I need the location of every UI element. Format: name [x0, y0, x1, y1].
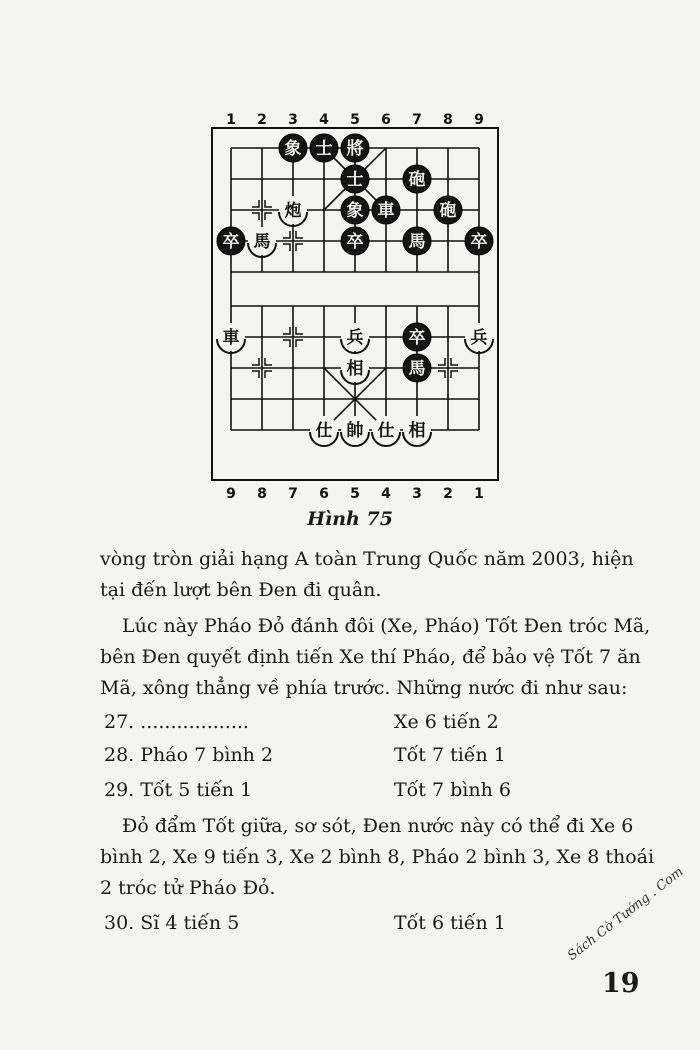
- piece-label: 砲: [439, 201, 457, 221]
- piece-label: 馬: [253, 232, 271, 252]
- file-number-bottom: 6: [319, 486, 329, 502]
- move-black: Tốt 6 tiến 1: [394, 912, 506, 934]
- file-number-top: 7: [412, 112, 422, 128]
- p3-line1: Đỏ đẩm Tốt giữa, sơ sót, Đen nước này có thể đi Xe 6: [122, 815, 634, 837]
- move-red: 30. Sĩ 4 tiến 5: [104, 912, 240, 934]
- paragraph-2: [100, 611, 660, 704]
- red-piece: [403, 416, 431, 446]
- file-number-bottom: 3: [412, 486, 422, 502]
- file-number-top: 2: [257, 112, 267, 128]
- p2-line3: Mã, xông thẳng về phía trước. Những nước đi như sau:: [100, 677, 628, 699]
- piece-label: 仕: [315, 421, 333, 441]
- piece-label: 卒: [222, 232, 240, 252]
- piece-label: 兵: [470, 328, 488, 348]
- black-piece: [341, 165, 369, 193]
- black-piece: [465, 227, 493, 255]
- piece-label: 象: [346, 201, 364, 221]
- top-file-numbers: [226, 112, 484, 128]
- corner-watermark: Sách Cờ Tướng . Com: [565, 864, 687, 964]
- black-piece: [372, 196, 400, 224]
- move-red: 27. ..................: [104, 711, 249, 733]
- p3-line2: bình 2, Xe 9 tiến 3, Xe 2 bình 8, Pháo 2 bình 3, Xe 8 thoái: [100, 846, 655, 868]
- red-piece: [341, 323, 369, 353]
- piece-label: 將: [346, 139, 364, 159]
- piece-label: 卒: [470, 232, 488, 252]
- piece-label: 馬: [408, 359, 426, 379]
- red-piece: [279, 196, 307, 226]
- paragraph-1: [100, 544, 660, 606]
- black-piece: [341, 134, 369, 162]
- file-number-bottom: 8: [257, 486, 267, 502]
- piece-label: 卒: [408, 328, 426, 348]
- xiangqi-board-diagram: [200, 110, 510, 505]
- black-piece: [403, 323, 431, 351]
- piece-label: 帥: [346, 421, 364, 441]
- file-number-bottom: 9: [226, 486, 236, 502]
- piece-label: 炮: [284, 201, 302, 221]
- black-piece: [403, 165, 431, 193]
- red-piece: [372, 416, 400, 446]
- black-piece: [310, 134, 338, 162]
- paragraph-3: [100, 811, 660, 904]
- file-number-top: 5: [350, 112, 360, 128]
- piece-label: 砲: [408, 170, 426, 190]
- p1-line1: vòng tròn giải hạng A toàn Trung Quốc năm 2003, hiện: [100, 548, 634, 570]
- black-piece: [279, 134, 307, 162]
- move-black: Tốt 7 tiến 1: [394, 744, 506, 766]
- black-piece: [341, 196, 369, 224]
- page-number: 19: [602, 968, 640, 999]
- red-piece: [310, 416, 338, 446]
- piece-label: 車: [377, 201, 395, 221]
- black-piece: [403, 227, 431, 255]
- move-black: Xe 6 tiến 2: [394, 711, 499, 733]
- red-piece: [465, 323, 493, 353]
- file-number-bottom: 5: [350, 486, 360, 502]
- black-piece: [217, 227, 245, 255]
- piece-label: 馬: [408, 232, 426, 252]
- file-number-bottom: 4: [381, 486, 391, 502]
- p3-line3: 2 tróc tử Pháo Đỏ.: [100, 877, 276, 899]
- p1-line2: tại đến lượt bên Đen đi quân.: [100, 579, 382, 601]
- figure-caption: Hình 75: [307, 508, 393, 530]
- red-piece: [341, 354, 369, 384]
- piece-label: 象: [284, 139, 302, 159]
- piece-label: 相: [408, 421, 426, 441]
- red-piece: [248, 227, 276, 257]
- black-piece: [403, 354, 431, 382]
- piece-label: 仕: [377, 421, 395, 441]
- move-red: 28. Pháo 7 bình 2: [104, 744, 274, 766]
- piece-label: 車: [222, 328, 240, 348]
- move-black: Tốt 7 bình 6: [394, 779, 511, 801]
- file-number-top: 9: [474, 112, 484, 128]
- p2-line1: Lúc này Pháo Đỏ đánh đôi (Xe, Pháo) Tốt Đen tróc Mã,: [122, 615, 651, 637]
- file-number-top: 6: [381, 112, 391, 128]
- file-number-top: 3: [288, 112, 298, 128]
- black-piece: [341, 227, 369, 255]
- piece-label: 兵: [346, 328, 364, 348]
- file-number-bottom: 2: [443, 486, 453, 502]
- bottom-file-numbers: [226, 486, 484, 502]
- move-red: 29. Tốt 5 tiến 1: [104, 779, 253, 801]
- p2-line2: bên Đen quyết định tiến Xe thí Pháo, để bảo vệ Tốt 7 ăn: [100, 646, 641, 668]
- file-number-top: 1: [226, 112, 236, 128]
- piece-label: 士: [346, 170, 364, 190]
- file-number-top: 8: [443, 112, 453, 128]
- piece-label: 卒: [346, 232, 364, 252]
- file-number-bottom: 7: [288, 486, 298, 502]
- file-number-bottom: 1: [474, 486, 484, 502]
- piece-label: 士: [315, 139, 333, 159]
- red-piece: [341, 416, 369, 446]
- red-piece: [217, 323, 245, 353]
- black-piece: [434, 196, 462, 224]
- piece-label: 相: [346, 359, 364, 379]
- file-number-top: 4: [319, 112, 329, 128]
